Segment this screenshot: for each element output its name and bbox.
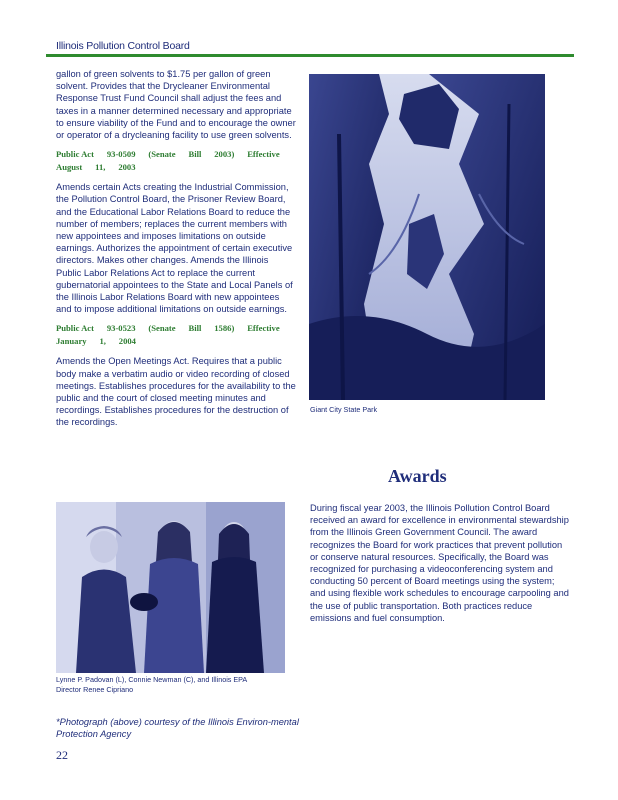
paragraph-green-solvents: gallon of green solvents to $1.75 per gallon of green solvent. Provides that the Drycleaner Environmental Response Trust Fund Council shall adjust the fees and taxes in a manner determined necessary and appropriate to ensure viability of the Fund and to encourage the owner or operator of a drycleaning facility to use green solvents.: [56, 69, 296, 141]
running-header: Illinois Pollution Control Board: [56, 40, 190, 52]
awards-photo-caption: [56, 675, 247, 694]
caption-line: Director Renee Cipriano: [56, 684, 134, 694]
park-photo-image: [309, 74, 545, 400]
act-date-line: August 11, 2003: [56, 162, 136, 173]
awards-paragraph: During fiscal year 2003, the Illinois Pollution Control Board received an award for excellence in environmental stewardship from the Illinois Green Government Council. The award recognizes the Board for work practices that prevent pollution or conserve natural resources. Specifically, the Board was recognized for purchasing a videoconferencing system and conducting 50 percent of Board meetings using the system; and using flexible work schedules to encourage carpooling and the use of public transportation. Both practices reduce emissions and fuel consumption.: [310, 503, 569, 623]
act-heading-line: Public Act 93-0523 (Senate Bill 1586) Effective: [56, 323, 280, 334]
left-column: [56, 68, 296, 436]
awards-photo: [56, 502, 285, 673]
photo-credit: *Photograph (above) courtesy of the Illinois Environ-mental Protection Agency: [56, 717, 299, 739]
act-heading-line: Public Act 93-0509 (Senate Bill 2003) Effective: [56, 149, 280, 160]
awards-photo-image: [56, 502, 285, 673]
paragraph-open-meetings: Amends the Open Meetings Act. Requires that a public body make a verbatim audio or video recording of closed meetings. Establishes procedures for the availability to the public and the court of closed meeting minutes and recordings. Establishes procedures for the destruction of the recordings.: [56, 356, 296, 428]
paragraph-boards: Amends certain Acts creating the Industrial Commission, the Pollution Control Board, the Prisoner Review Board, and the Educational Labor Relations Board to reduce the number of members; replaces the current members with new appointees and imposes limitations on outside earnings. Authorizes the appointment of certain executive directors. Makes other changes. Amends the Illinois Public Labor Relations Act to replace the current gubernatorial appointees to the State and Local Panels of the Illinois Labor Relations Board with new appointees and to impose additional limitations on outside earnings.: [56, 182, 293, 315]
park-photo: [309, 74, 545, 400]
page-number: 22: [56, 748, 68, 762]
header-rule: [46, 54, 574, 57]
public-act-93-0509: [56, 148, 296, 174]
public-act-93-0523: [56, 322, 296, 348]
awards-column: [310, 502, 572, 631]
caption-line: Lynne P. Padovan (L), Connie Newman (C), and Illinois EPA: [56, 675, 248, 684]
act-date-line: January 1, 2004: [56, 336, 136, 347]
awards-heading: Awards: [388, 466, 447, 486]
park-photo-caption: Giant City State Park: [310, 405, 378, 414]
